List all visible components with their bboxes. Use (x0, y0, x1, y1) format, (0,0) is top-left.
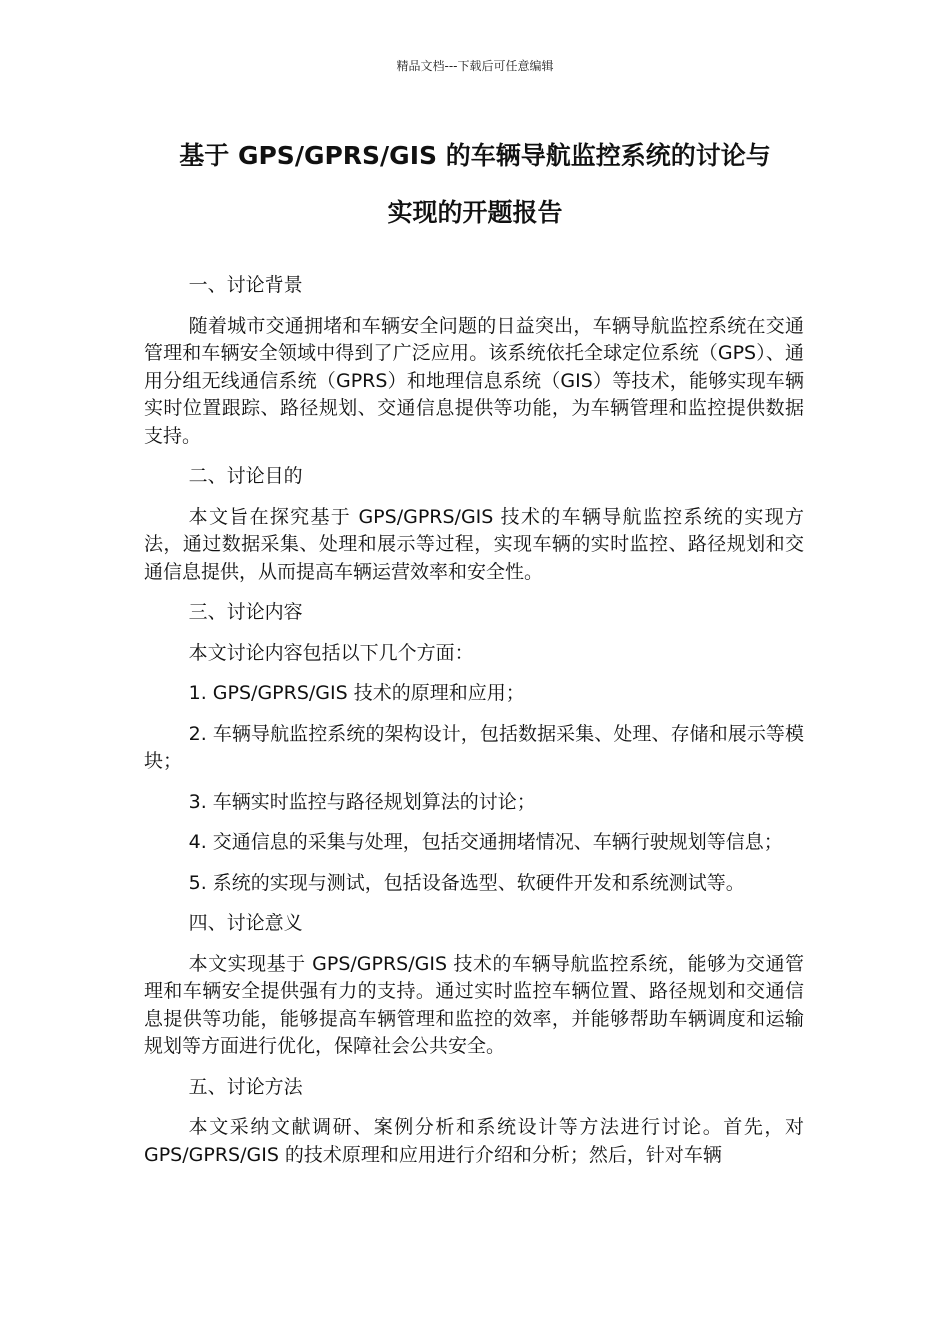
list-item-content-5: 5. 系统的实现与测试，包括设备选型、软硬件开发和系统测试等。 (188, 871, 745, 894)
section-heading-purpose: 二、讨论目的 (188, 465, 303, 487)
title-line-1: 基于 GPS/GPRS/GIS 的车辆导航监控系统的讨论与 (179, 141, 771, 170)
paragraph-background: 随着城市交通拥堵和车辆安全问题的日益突出，车辆导航监控系统在交通管理和车辆安全领域中得到了广泛应用。该系统依托全球定位系统（GPS）、通用分组无线通信系统（GPRS）和地理信息系统（GIS）等技术，能够实现车辆实时位置跟踪、路径规划、交通信息提供等功能，为车辆管理和监控提供数据支持。 (144, 314, 804, 447)
section-heading-background: 一、讨论背景 (188, 274, 303, 296)
document-title (140, 133, 810, 236)
paragraph-purpose: 本文旨在探究基于 GPS/GPRS/GIS 技术的车辆导航监控系统的实现方法，通过数据采集、处理和展示等过程，实现车辆的实时监控、路径规划和交通信息提供，从而提高车辆运营效率和安全性。 (144, 505, 804, 583)
list-item-content-3: 3. 车辆实时监控与路径规划算法的讨论； (188, 790, 536, 813)
paragraph-content-intro: 本文讨论内容包括以下几个方面： (188, 641, 474, 664)
title-line-2: 实现的开题报告 (387, 198, 563, 227)
section-heading-significance: 四、讨论意义 (188, 912, 303, 934)
list-item-content-2: 2. 车辆导航监控系统的架构设计，包括数据采集、处理、存储和展示等模块； (144, 722, 804, 772)
section-heading-method: 五、讨论方法 (188, 1075, 303, 1098)
list-item-content-1: 1. GPS/GPRS/GIS 技术的原理和应用； (188, 682, 525, 704)
paragraph-method: 本文采纳文献调研、案例分析和系统设计等方法进行讨论。首先，对 GPS/GPRS/GIS 的技术原理和应用进行介绍和分析；然后，针对车辆 (144, 1116, 804, 1166)
document-body (144, 272, 804, 1182)
section-heading-content: 三、讨论内容 (188, 601, 303, 623)
paragraph-significance: 本文实现基于 GPS/GPRS/GIS 技术的车辆导航监控系统，能够为交通管理和车辆安全提供强有力的支持。通过实时监控车辆位置、路径规划和交通信息提供等功能，能够提高车辆管理和监控的效率，并能够帮助车辆调度和运输规划等方面进行优化，保障社会公共安全。 (144, 952, 804, 1057)
list-item-content-4: 4. 交通信息的采集与处理，包括交通拥堵情况、车辆行驶规划等信息； (188, 831, 783, 853)
header-note: 精品文档---下载后可任意编辑 (396, 59, 554, 73)
